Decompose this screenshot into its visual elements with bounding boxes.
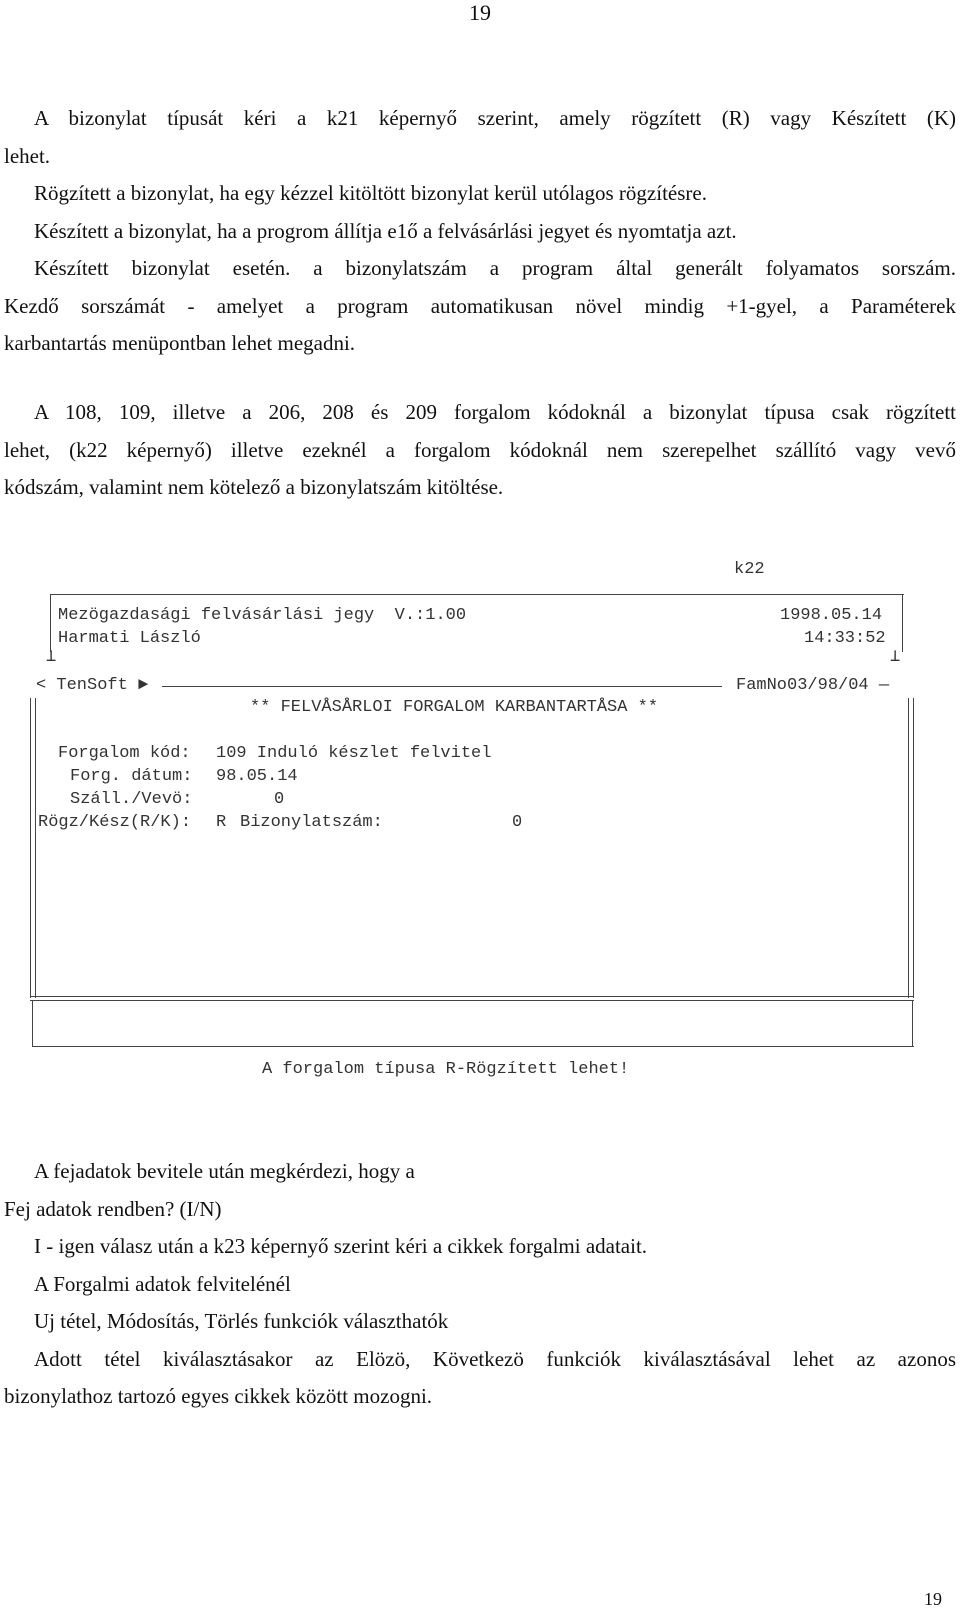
status-message: A forgalom típusa R-Rögzített lehet! — [262, 1060, 630, 1079]
intro-line: Készített bizonylat esetén. a bizonylatszám a program által generált folyamatos sorszám. — [34, 256, 956, 280]
bizonylatszam-field[interactable]: 0 — [512, 813, 523, 832]
forg-datum-field[interactable]: 98.05.14 — [216, 767, 298, 786]
forgalom-kod-label: Forgalom kód: — [58, 744, 191, 763]
paragraph-line: kódszám, valamint nem kötelező a bizonylatszám kitöltése. — [4, 475, 504, 499]
paragraph-forgalom-kodok — [4, 394, 956, 507]
paragraph-line: A 108, 109, illetve a 206, 208 és 209 forgalom kódoknál a bizonylat típusa csak rögzített — [34, 400, 956, 424]
screen-date: 1998.05.14 — [780, 606, 883, 625]
app-title: Mezögazdasági felvásárlási jegy V.:1.00 — [58, 606, 467, 625]
szall-vevo-label: Száll./Vevö: — [70, 790, 193, 809]
paragraph-line: Uj tétel, Módosítás, Törlés funkciók választhatók — [34, 1309, 449, 1333]
page-number-top: 19 — [469, 0, 491, 25]
screen-heading: ** FELVÅSÅRLOI FORGALOM KARBANTARTÅSA ** — [250, 698, 659, 717]
intro-paragraph — [4, 100, 956, 363]
corner-mark-right: ⊥ — [890, 648, 901, 667]
szall-vevo-field[interactable]: 0 — [274, 790, 285, 809]
paragraph-line: A Forgalmi adatok felvitelénél — [34, 1271, 291, 1296]
intro-line: A bizonylat típusát kéri a k21 képernyő szerint, amely rögzített (R) vagy Készített (K) — [34, 106, 956, 130]
user-name: Harmati László — [58, 629, 201, 648]
intro-line: karbantartás menüpontban lehet megadni. — [4, 331, 356, 355]
paragraph-fejadatok — [4, 1153, 956, 1416]
corner-mark-left: ⊥ — [46, 648, 57, 667]
forgalom-kod-field[interactable]: 109 Induló készlet felvitel — [216, 744, 492, 763]
paragraph-line: A fejadatok bevitele után megkérdezi, hogy a — [34, 1159, 415, 1183]
bizonylatszam-label: Bizonylatszám: — [240, 813, 383, 832]
intro-line: lehet. — [4, 143, 51, 168]
intro-line: Kezdő sorszámát - amelyet a program automatikusan növel mindig +1-gyel, a Paraméterek — [4, 293, 956, 318]
doc-code: FamNo03/98/04 — — [736, 676, 890, 695]
forg-datum-label: Forg. dátum: — [70, 767, 193, 786]
prompt-line: Fej adatok rendben? (I/N) — [4, 1196, 222, 1221]
rogz-kesz-field[interactable]: R — [216, 813, 227, 832]
paragraph-line: I - igen válasz után a k23 képernyő szerint kéri a cikkek forgalmi adatait. — [34, 1234, 648, 1258]
k22-screen-figure — [28, 560, 938, 1120]
paragraph-line: lehet, (k22 képernyő) illetve ezeknél a forgalom kódoknál nem szerepelhet szállító vagy vevő — [4, 437, 956, 462]
paragraph-line: bizonylathoz tartozó egyes cikkek között mozogni. — [4, 1384, 433, 1408]
screen-time: 14:33:52 — [804, 629, 886, 648]
intro-line: Készített a bizonylat, ha a progrom állítja e1ő a felvásárlási jegyet és nyomtatja azt. — [34, 218, 737, 243]
screen-id: k22 — [734, 560, 765, 579]
intro-line: Rögzített a bizonylat, ha egy kézzel kitöltött bizonylat kerül utólagos rögzítésre. — [34, 181, 707, 205]
vendor-label: < TenSoft ► — [36, 676, 149, 695]
paragraph-line: Adott tétel kiválasztásakor az Elözö, Következö funkciók kiválasztásával lehet az azonos — [34, 1346, 956, 1371]
page-number-bottom: 19 — [924, 1589, 942, 1609]
rogz-kesz-label: Rögz/Kész(R/K): — [38, 813, 192, 832]
